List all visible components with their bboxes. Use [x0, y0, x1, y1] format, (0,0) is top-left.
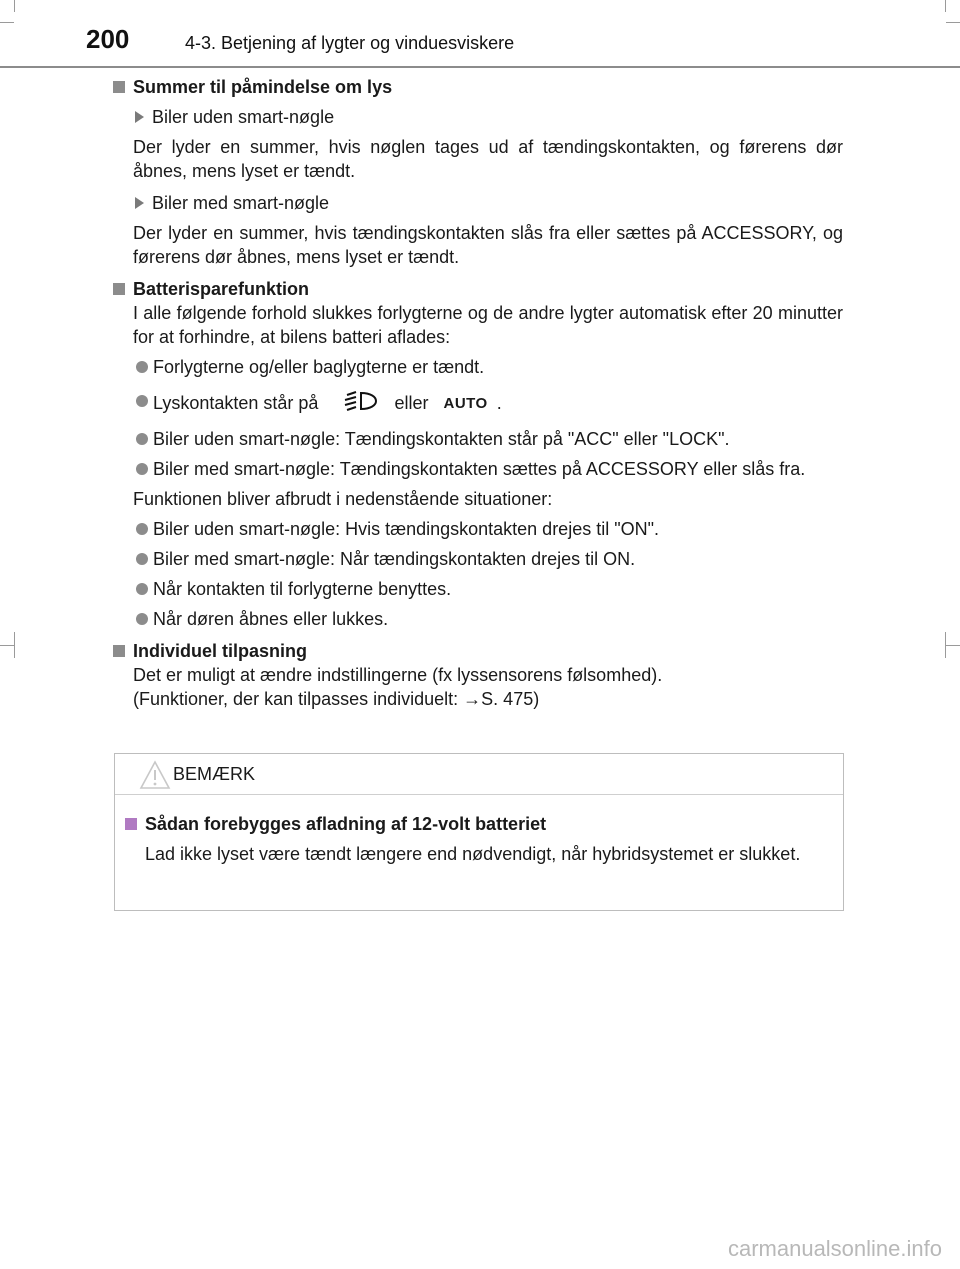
- buzzer-paragraph-1: Der lyder en summer, hvis nøglen tages ud af tændingskontakten, og førerens dør åbnes, mens lyset er tændt.: [133, 137, 843, 181]
- circle-bullet-icon: [136, 553, 148, 565]
- square-bullet-icon: [113, 283, 125, 295]
- buzzer-paragraph-2: Der lyder en summer, hvis tændingskontakten slås fra eller sættes på ACCESSORY, og førerens dør åbnes, mens lyset er tændt.: [133, 223, 843, 267]
- triangle-bullet-icon: [135, 111, 144, 123]
- square-bullet-icon: [125, 818, 137, 830]
- page-number: 200: [86, 24, 130, 54]
- notice-label: BEMÆRK: [173, 764, 256, 784]
- custom-line-2: (Funktioner, der kan tilpasses individuelt: →S. 475): [133, 689, 540, 709]
- subheading-no-smartkey: Biler uden smart-nøgle: [113, 105, 843, 129]
- crop-mark: [14, 632, 15, 658]
- crop-mark: [14, 0, 15, 12]
- circle-bullet-icon: [136, 523, 148, 535]
- page-content: [113, 75, 843, 711]
- crop-mark: [946, 645, 960, 646]
- battery-intro: I alle følgende forhold slukkes forlygterne og de andre lygter automatisk efter 20 minutter for at forhindre, at bilens batteri aflades:: [133, 303, 843, 347]
- battery-heading: Batterisparefunktion: [113, 277, 843, 301]
- watermark: carmanualsonline.info: [727, 1236, 942, 1261]
- notice-body: [115, 795, 843, 866]
- list-item: Biler med smart-nøgle: Når tændingskontakten drejes til ON.: [113, 547, 843, 571]
- page-reference-link[interactable]: S. 475): [481, 689, 540, 709]
- square-bullet-icon: [113, 81, 125, 93]
- custom-line-1: Det er muligt at ændre indstillingerne (fx lyssensorens følsomhed).: [133, 665, 663, 685]
- crop-mark: [0, 22, 14, 23]
- circle-bullet-icon: [136, 433, 148, 445]
- list-item: Lyskontakten står på eller AUTO .: [113, 389, 843, 419]
- notice-text: Lad ikke lyset være tændt længere end nødvendigt, når hybridsystemet er slukket.: [145, 844, 801, 864]
- headlight-icon: [341, 389, 379, 419]
- warning-triangle-icon: [139, 760, 171, 795]
- circle-bullet-icon: [136, 613, 148, 625]
- custom-heading: Individuel tilpasning: [113, 639, 843, 663]
- list-item: Biler uden smart-nøgle: Tændingskontakten står på "ACC" eller "LOCK".: [113, 427, 843, 451]
- circle-bullet-icon: [136, 463, 148, 475]
- crop-mark: [945, 632, 946, 658]
- list-item: Når kontakten til forlygterne benyttes.: [113, 577, 843, 601]
- notice-header: [115, 754, 843, 795]
- list-item: Biler uden smart-nøgle: Hvis tændingskontakten drejes til "ON".: [113, 517, 843, 541]
- header-divider: [0, 66, 960, 68]
- section-title: 4-3. Betjening af lygter og vinduesviskere: [185, 33, 515, 53]
- interrupt-paragraph: Funktionen bliver afbrudt i nedenstående situationer:: [133, 489, 553, 509]
- subheading-smartkey: Biler med smart-nøgle: [113, 191, 843, 215]
- notice-heading: Sådan forebygges afladning af 12-volt batteriet: [125, 812, 829, 836]
- arrow-icon: →: [463, 689, 482, 709]
- circle-bullet-icon: [136, 395, 148, 407]
- list-item: Biler med smart-nøgle: Tændingskontakten sættes på ACCESSORY eller slås fra.: [113, 457, 843, 481]
- square-bullet-icon: [113, 645, 125, 657]
- list-item: Når døren åbnes eller lukkes.: [113, 607, 843, 631]
- circle-bullet-icon: [136, 583, 148, 595]
- buzzer-heading: Summer til påmindelse om lys: [113, 75, 843, 99]
- crop-mark: [945, 0, 946, 12]
- circle-bullet-icon: [136, 361, 148, 373]
- list-item: Forlygterne og/eller baglygterne er tændt.: [113, 355, 843, 379]
- crop-mark: [0, 645, 14, 646]
- auto-mode-icon: AUTO: [443, 395, 488, 412]
- triangle-bullet-icon: [135, 197, 144, 209]
- notice-box: [114, 753, 844, 911]
- crop-mark: [946, 22, 960, 23]
